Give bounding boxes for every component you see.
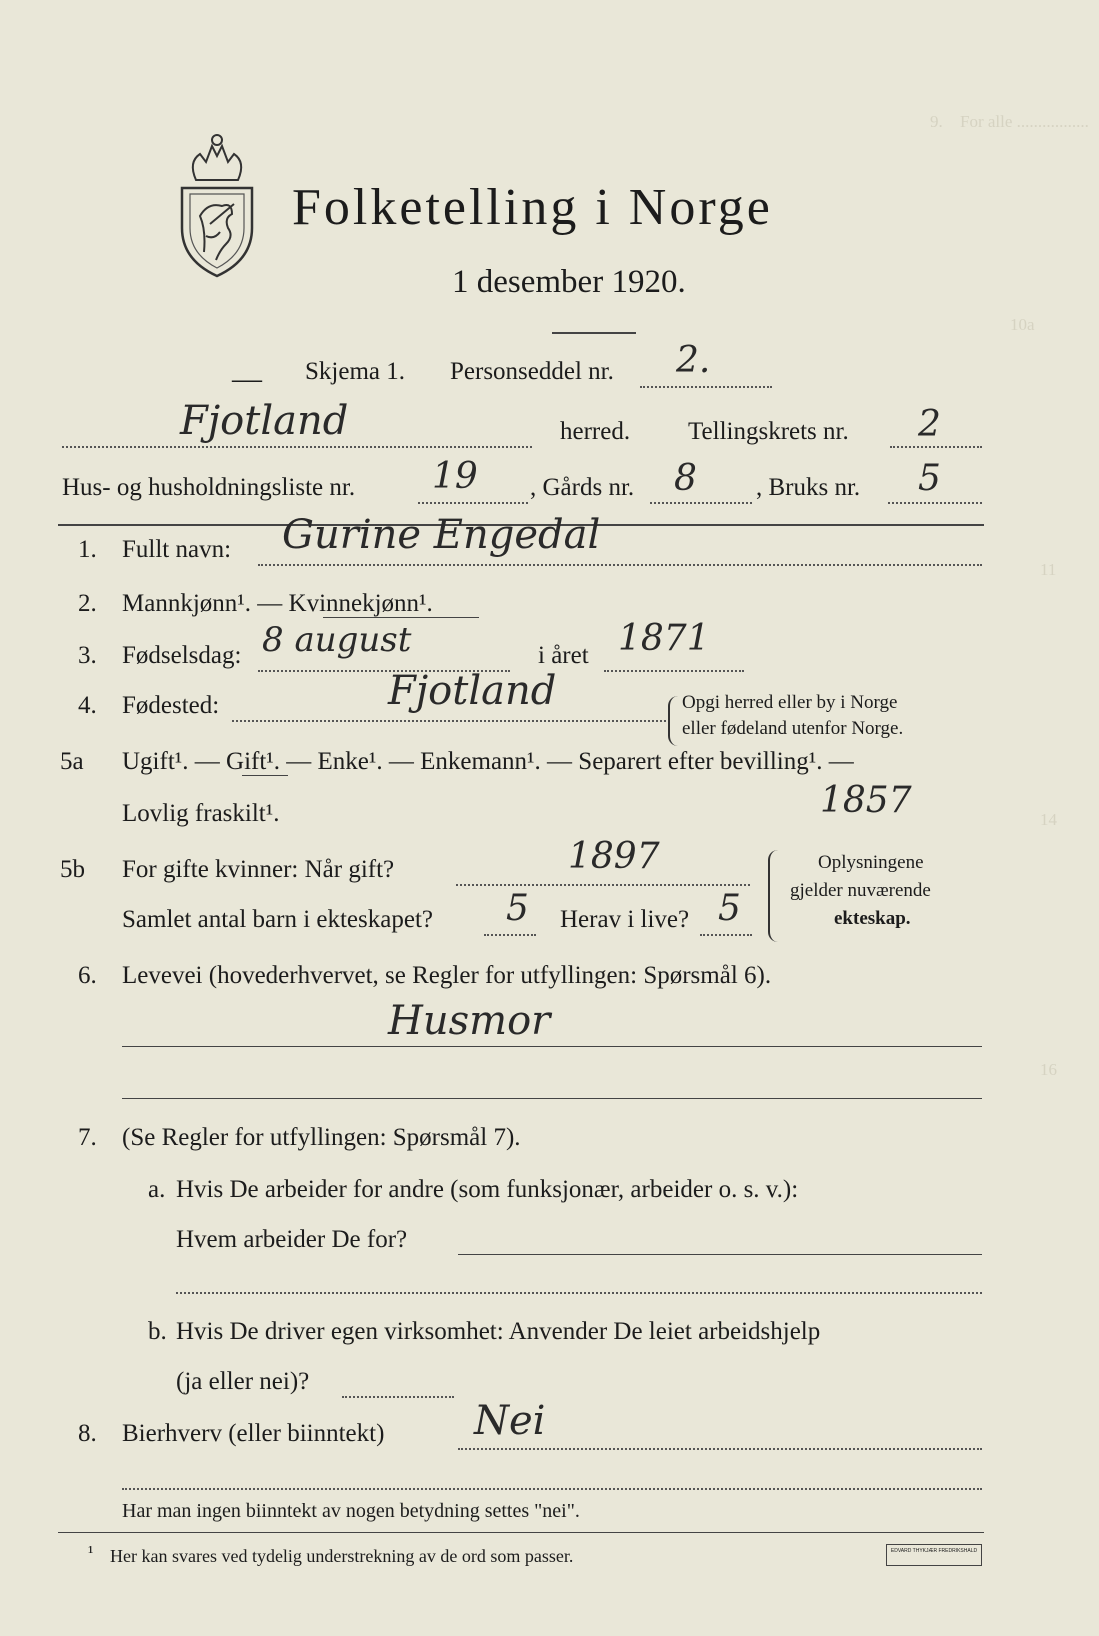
q5b-value: 1897 [568,836,660,877]
herred-label: herred. [560,418,631,445]
q5b-note-brace [768,850,782,942]
q7a-line2: Hvem arbeider De for? [176,1226,408,1253]
form-title: Folketelling i Norge [292,179,773,236]
q5b-live-line [700,934,752,936]
q7a-extra-line [176,1292,982,1294]
bruks-value: 5 [918,458,941,499]
personseddel-line [640,386,772,388]
q3-number: 3. [78,642,97,669]
q5a-margin-note: 1857 [820,780,912,821]
q5b-note-line2: gjelder nuværende [790,880,931,901]
skjema-label: Skjema 1. [305,358,405,385]
q5b-line [456,884,750,886]
gards-line [650,502,752,504]
q7b-answer-line [342,1396,454,1398]
q5b-label: For gifte kvinner: Når gift? [122,856,395,883]
q3-year-value: 1871 [618,618,710,659]
personseddel-value: 2. [676,340,711,381]
q7b-line1: Hvis De driver egen virksomhet: Anvender De leiet arbeidshjelp [176,1318,821,1345]
q2-number: 2. [78,590,97,617]
q7b-line2: (ja eller nei)? [176,1368,310,1395]
q4-value: Fjotland [388,668,557,714]
q8-line [458,1448,982,1450]
footnote-text: Her kan svares ved tydelig understrekning av de ord som passer. [110,1546,574,1566]
q8-value: Nei [474,1398,546,1444]
gards-value: 8 [674,458,697,499]
census-form: 9. For alle ................. 10a 11 14 16 Folketelling i Norge 1 desember 1920. — Skjema 1. Personseddel nr. 2. Fjotland herred. Tellingskrets nr. 2 Hus- og husholdningsliste nr. 19 , Gårds nr. 8 , Bruks nr. 5 1. Fullt navn: Gurine Engedal 2. Mannkjønn¹. — Kvinnekjønn¹. 3. Fødselsdag: 8 august i året 1871 4. Fødested: Fjotland Opgi herred eller by i Norge eller fødeland utenfor Norge. 5a Ugift¹. — Gift¹. — Enke¹. — Enkemann¹. — Separert efter bevilling¹. — Lovlig fraskilt¹. 1857 5b For gifte kvinner: Når gift? 1897 Samlet antal barn i ekteskapet? 5 Herav i live? 5 Oplysningene gjelder nuværende ekteskap. 6. Levevei (hovederhvervet, se Regler for utfyllingen: Spørsmål 6). Husmor 7. (Se Regler for utfyllingen: Spørsmål 7). a. Hvis De arbeider for andre (som funksjonær, arbeider o. s. v.): Hvem arbeider De for? b. Hvis De driver egen virksomhet: Anvender De leiet arbeidshjelp (ja eller nei)? 8. Bierhverv (eller biinntekt) Nei Har man ingen biinntekt av nogen betydning settes "nei". ¹ Her kan svares ved tydelig understrekning av de ord som passer. EDVARD THYKJÆR FREDRIKSHALD [60,112,1089,1566]
q5b-live-label: Herav i live? [560,906,690,933]
title-underline [552,332,636,334]
q4-number: 4. [78,692,97,719]
tellingskrets-value: 2 [918,404,941,445]
personseddel-label: Personseddel nr. [450,358,614,385]
herred-value: Fjotland [180,398,349,444]
q4-note-line1: Opgi herred eller by i Norge [682,692,898,713]
q6-number: 6. [78,962,97,989]
tellingskrets-line [890,446,982,448]
q5a-number: 5a [60,748,84,775]
hus-label: Hus- og husholdningsliste nr. [62,474,356,501]
q3-value: 8 august [262,620,412,660]
nei-note: Har man ingen biinntekt av nogen betydning settes "nei". [122,1500,580,1522]
printer-stamp [886,1544,982,1566]
norway-coat-of-arms-icon [176,132,258,280]
q5b-note-line1: Oplysningene [818,852,924,873]
q4-label: Fødested: [122,692,220,719]
handwritten-dash: — [232,362,262,395]
q5b-note-line3: ekteskap. [834,908,911,929]
gards-label: , Gårds nr. [530,474,635,501]
printer-stamp-text: EDVARD THYKJÆR FREDRIKSHALD [890,1548,978,1554]
q5a-options-line2: Lovlig fraskilt¹. [122,800,280,827]
q4-line [232,720,666,722]
q3-year-label: i året [538,642,589,669]
q5b-barn-line [484,934,536,936]
herred-line [62,446,532,448]
footnote-mark: ¹ [88,1542,94,1562]
hus-value: 19 [432,456,478,497]
q1-label: Fullt navn: [122,536,232,563]
q4-note-brace [668,696,682,746]
q5b-barn-value: 5 [506,888,529,929]
q8-label: Bierhverv (eller biinntekt) [122,1420,385,1447]
tellingskrets-label: Tellingskrets nr. [688,418,849,445]
kvinnekjonn-underline [323,617,479,618]
q5a-options: Ugift¹. — Gift¹. — Enke¹. — Enkemann¹. — Separert efter bevilling¹. — [122,748,854,775]
q8-extra-line [122,1488,982,1490]
q1-value: Gurine Engedal [282,512,601,558]
q3-year-line [604,670,744,672]
q7-label: (Se Regler for utfyllingen: Spørsmål 7). [122,1124,521,1151]
q6-label: Levevei (hovederhvervet, se Regler for utfyllingen: Spørsmål 6). [122,962,772,989]
q6-line1 [122,1046,982,1047]
q7a-line1: Hvis De arbeider for andre (som funksjonær, arbeider o. s. v.): [176,1176,799,1203]
q5b-live-value: 5 [718,888,741,929]
q5b-barn-label: Samlet antal barn i ekteskapet? [122,906,433,933]
q6-value: Husmor [388,998,551,1044]
q7-number: 7. [78,1124,97,1151]
q7a-letter: a. [148,1176,166,1203]
footnote-divider [58,1532,984,1533]
hus-line [418,502,528,504]
q2-options: Mannkjønn¹. — Kvinnekjønn¹. [122,590,433,617]
q3-label: Fødselsdag: [122,642,242,669]
bruks-line [888,502,982,504]
census-date: 1 desember 1920. [452,264,686,300]
q5b-number: 5b [60,856,85,883]
q1-line [258,564,982,566]
q8-number: 8. [78,1420,97,1447]
bruks-label: , Bruks nr. [756,474,861,501]
q1-number: 1. [78,536,97,563]
q7a-answer-line [458,1254,982,1255]
q4-note-line2: eller fødeland utenfor Norge. [682,718,904,739]
q7b-letter: b. [148,1318,167,1345]
gift-underline [242,775,288,776]
q6-line2 [122,1098,982,1099]
